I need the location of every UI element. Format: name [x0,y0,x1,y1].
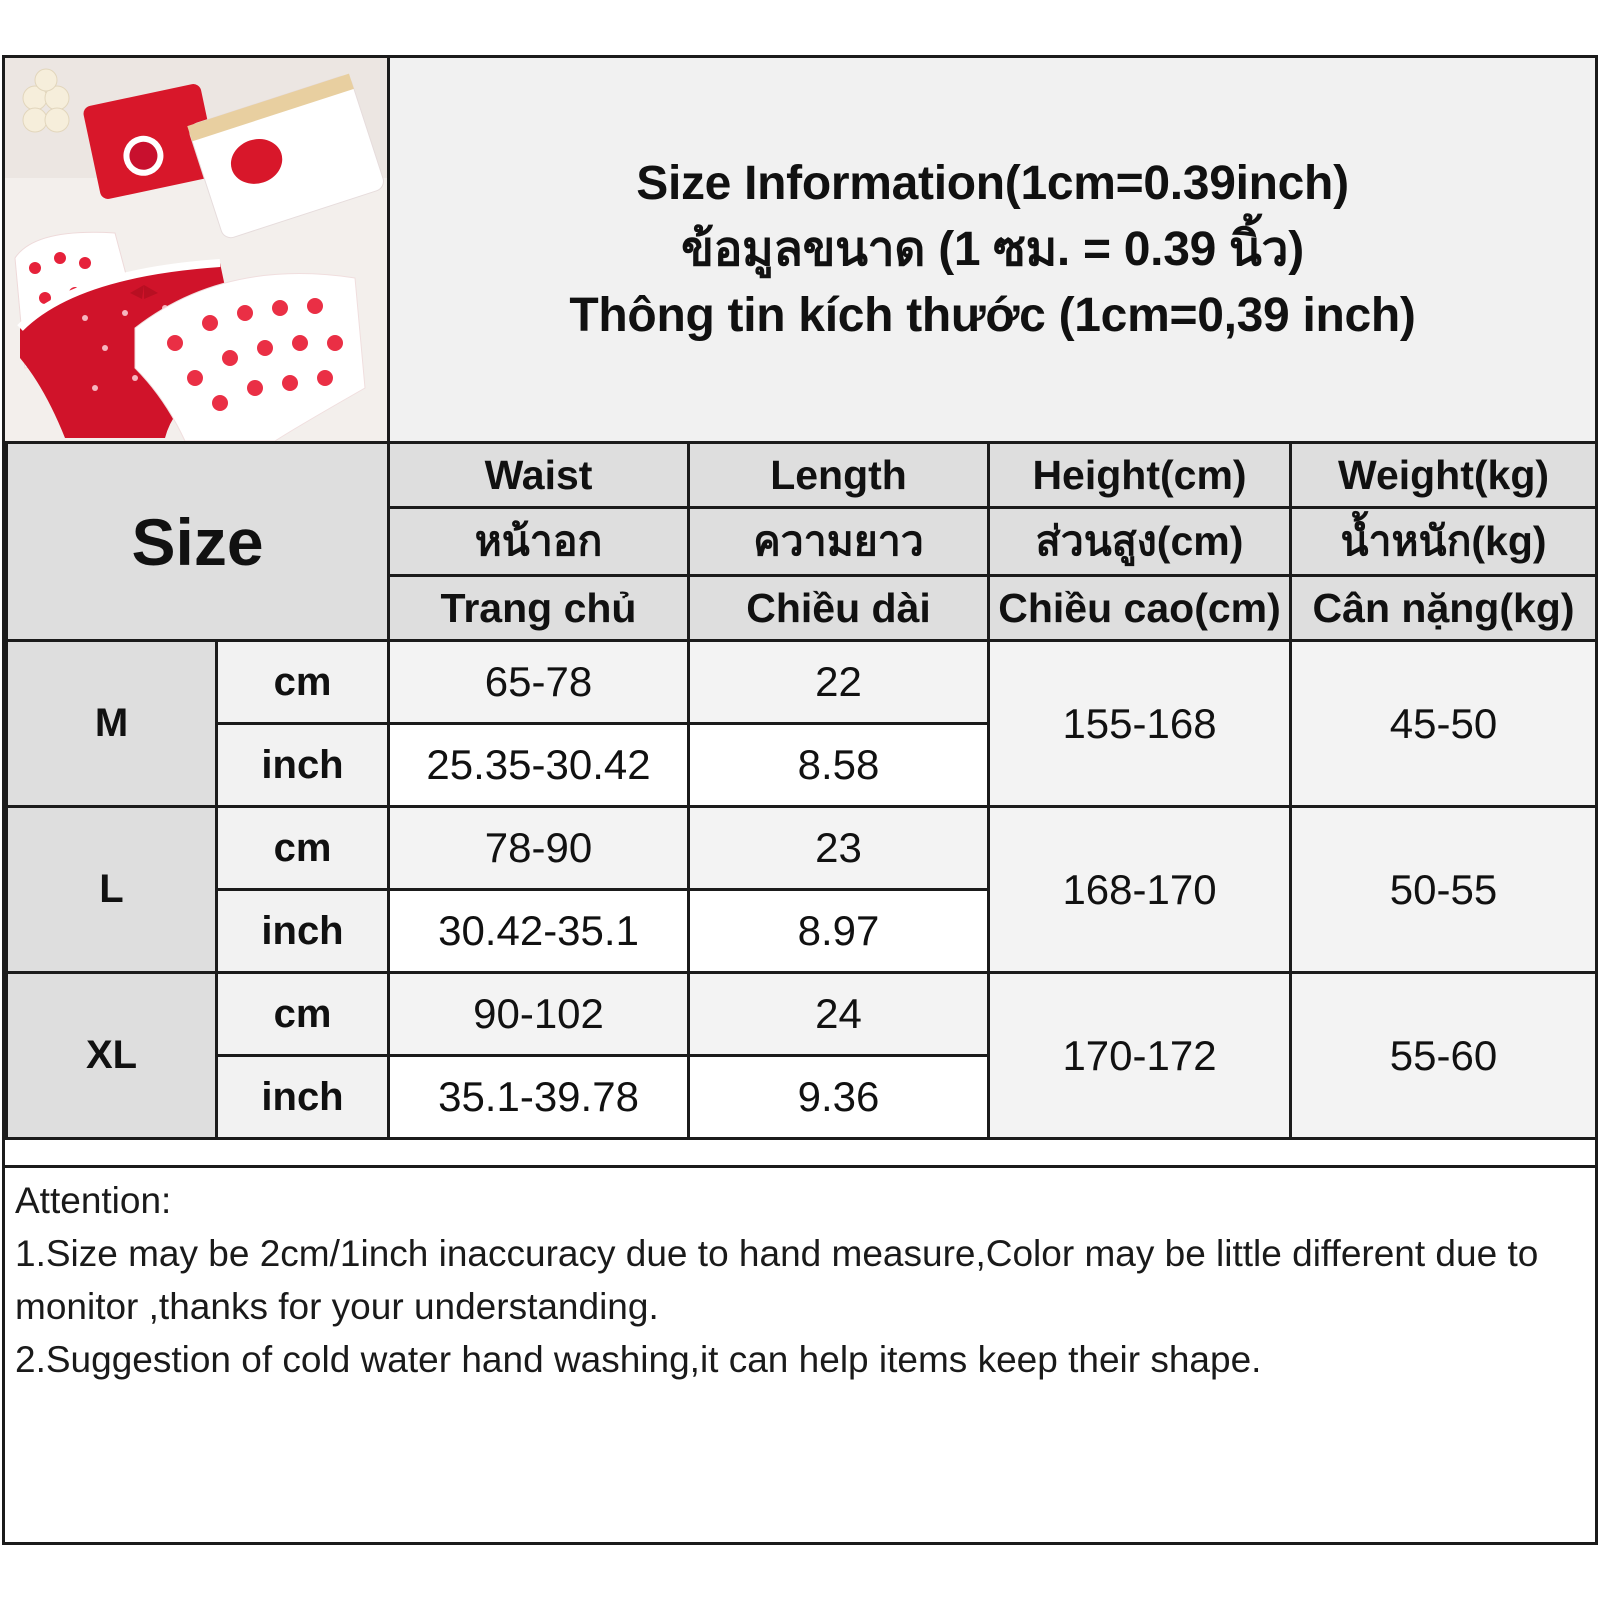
unit-inch: inch [217,1056,389,1139]
length-cm: 22 [689,641,989,724]
column-header-height-thai: ส่วนสูง(cm) [989,508,1291,576]
waist-cm: 78-90 [389,807,689,890]
unit-cm: cm [217,641,389,724]
length-inch: 8.97 [689,890,989,973]
height-value: 155-168 [989,641,1291,807]
height-value: 170-172 [989,973,1291,1139]
attention-notes [5,1165,1595,1542]
notes-line-2: 2.Suggestion of cold water hand washing,it can help items keep their shape. [15,1339,1262,1380]
waist-cm: 90-102 [389,973,689,1056]
height-value: 168-170 [989,807,1291,973]
column-header-weight-vi: Cân nặng(kg) [1291,576,1597,641]
length-inch: 8.58 [689,724,989,807]
column-header-height-vi: Chiều cao(cm) [989,576,1291,641]
column-header-weight-thai: น้ำหนัก(kg) [1291,508,1597,576]
column-header-waist: Waist [389,443,689,508]
waist-inch: 35.1-39.78 [389,1056,689,1139]
length-cm: 23 [689,807,989,890]
length-inch: 9.36 [689,1056,989,1139]
title-vietnamese: Thông tin kích thước (1cm=0,39 inch) [569,288,1416,342]
column-header-waist-vi: Trang chủ [389,576,689,641]
column-header-weight: Weight(kg) [1291,443,1597,508]
length-cm: 24 [689,973,989,1056]
product-photo [5,58,390,441]
product-photo-underwear [5,58,387,441]
weight-value: 55-60 [1291,973,1597,1139]
table-row [7,807,1597,890]
unit-inch: inch [217,724,389,807]
column-header-length: Length [689,443,989,508]
waist-inch: 30.42-35.1 [389,890,689,973]
column-header-length-vi: Chiều dài [689,576,989,641]
size-header: Size [7,443,389,641]
unit-cm: cm [217,807,389,890]
unit-inch: inch [217,890,389,973]
column-header-waist-thai: หน้าอก [389,508,689,576]
size-chart [2,55,1598,1545]
title-english: Size Information(1cm=0.39inch) [636,156,1349,210]
waist-cm: 65-78 [389,641,689,724]
size-table [5,441,1598,1140]
column-header-length-thai: ความยาว [689,508,989,576]
size-cell-m: M [7,641,217,807]
table-row [7,973,1597,1056]
size-cell-l: L [7,807,217,973]
title-block [390,58,1595,441]
size-cell-xl: XL [7,973,217,1139]
table-row [7,641,1597,724]
unit-cm: cm [217,973,389,1056]
weight-value: 50-55 [1291,807,1597,973]
title-thai: ข้อมูลขนาด (1 ซม. = 0.39 นิ้ว) [681,222,1304,276]
column-header-height: Height(cm) [989,443,1291,508]
notes-heading: Attention: [15,1180,172,1221]
weight-value: 45-50 [1291,641,1597,807]
notes-line-1: 1.Size may be 2cm/1inch inaccuracy due to hand measure,Color may be little different due to monitor ,thanks for your understanding. [15,1233,1539,1327]
waist-inch: 25.35-30.42 [389,724,689,807]
